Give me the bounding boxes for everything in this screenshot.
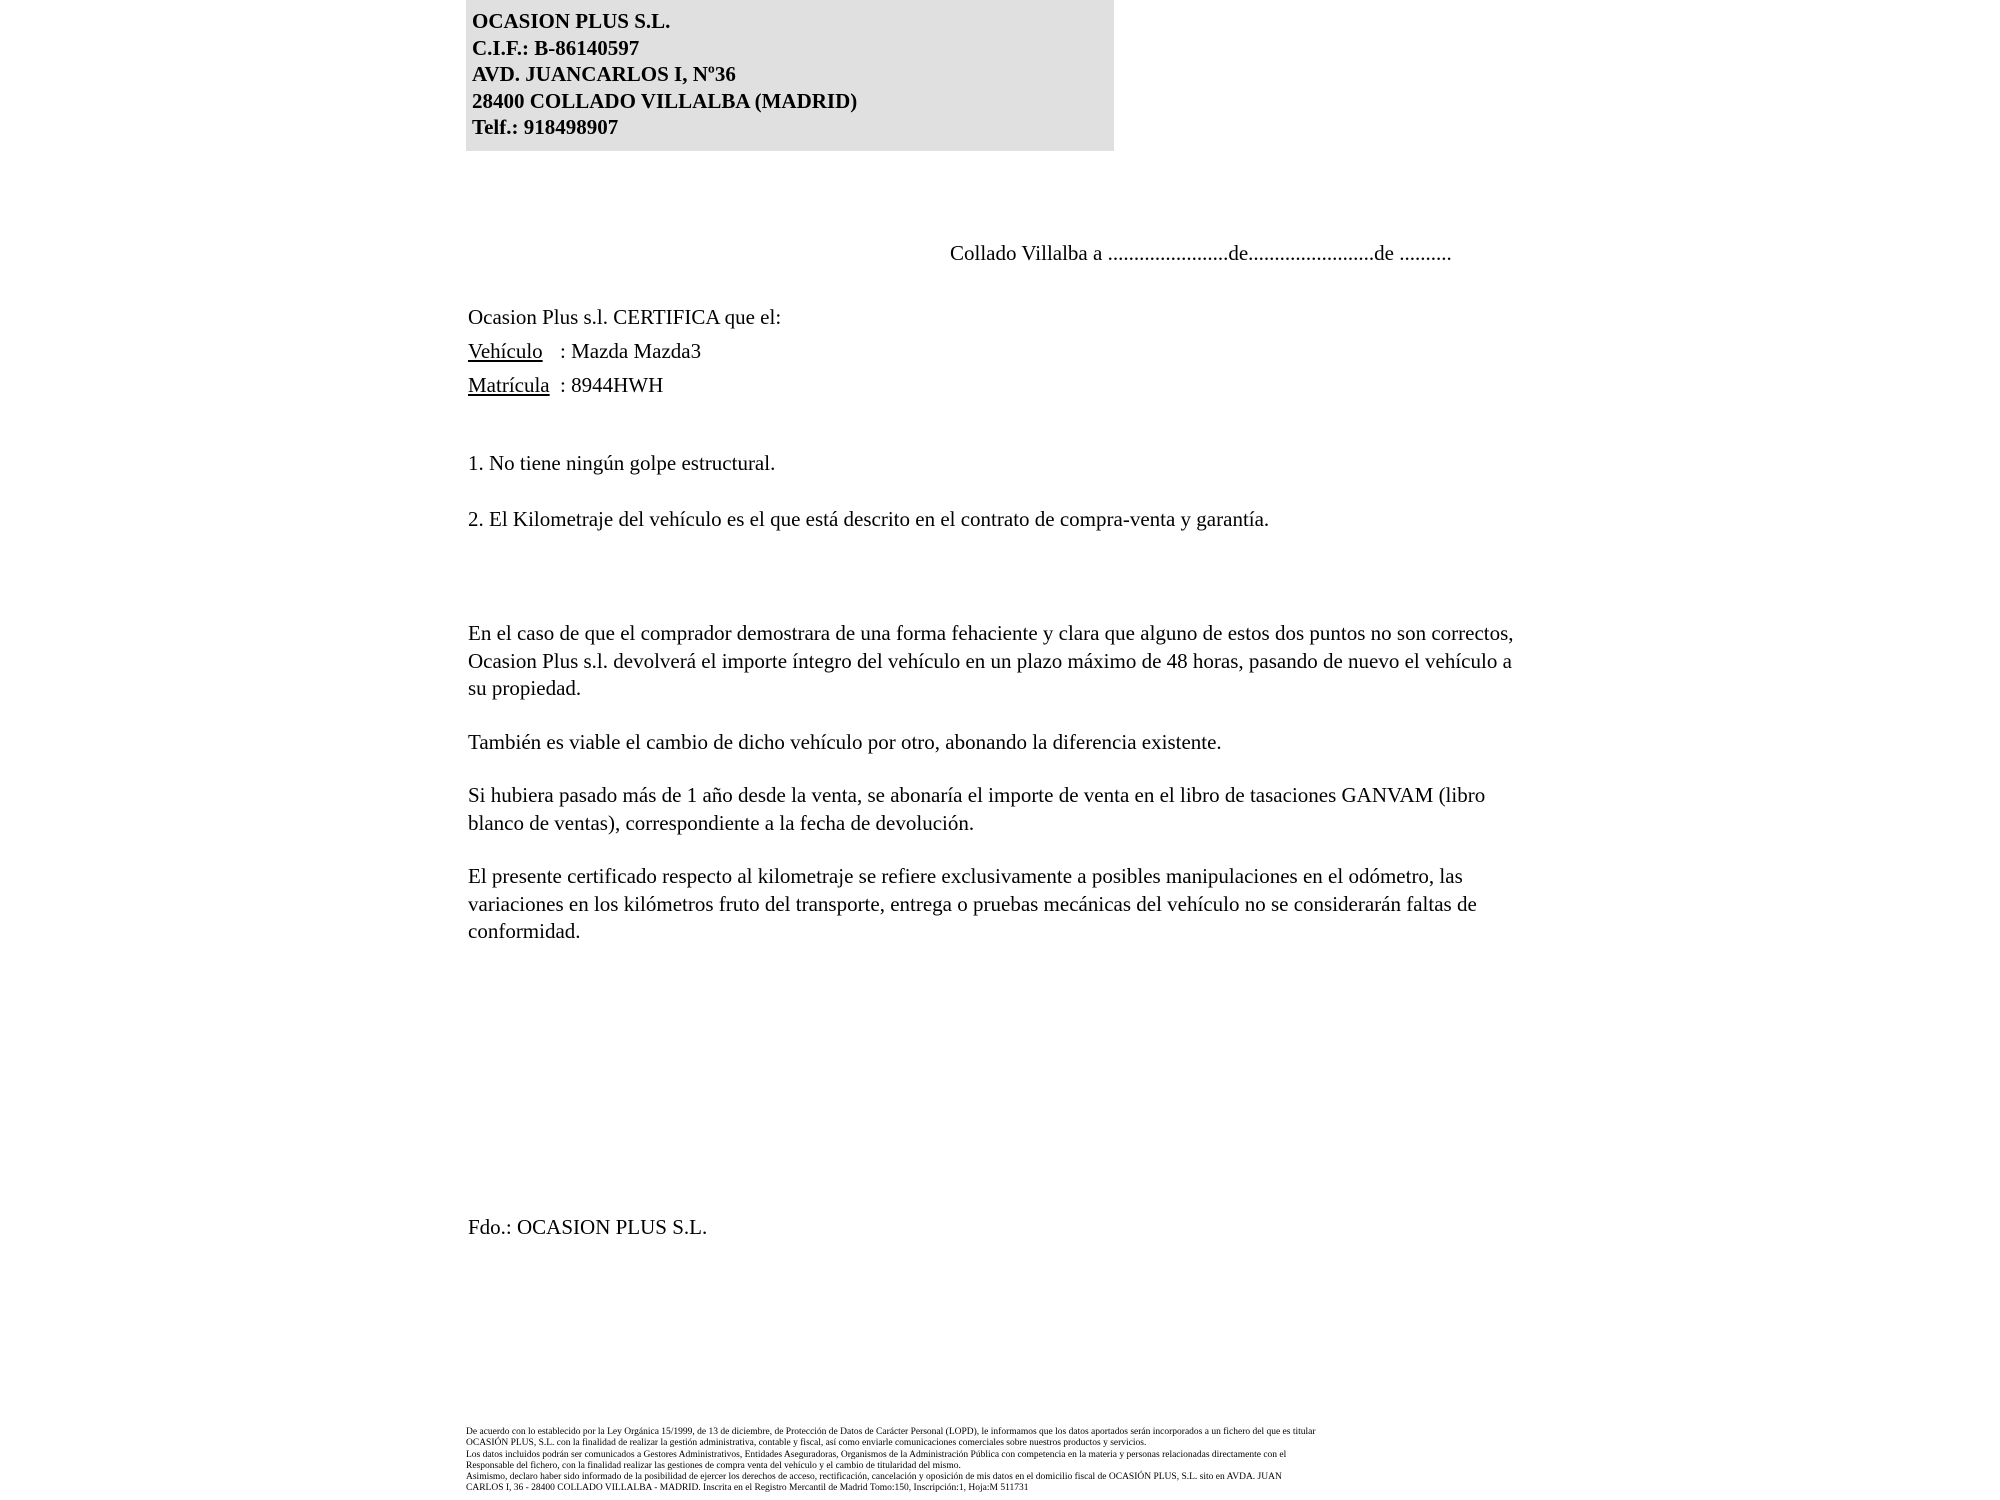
body-text [468,620,1523,972]
vehicle-label: Vehículo [468,339,543,363]
signature-line: Fdo.: OCASION PLUS S.L. [468,1215,708,1239]
plate-value: : 8944HWH [560,373,664,397]
letterhead-block [466,0,1114,151]
certification-intro: Ocasion Plus s.l. CERTIFICA que el: [468,305,782,329]
legal-line-3: Los datos incluidos podrán ser comunicados a Gestores Administrativos, Entidades Aseguradoras, Organismos de la Administración Pública con competencia en la materia y personas relacionadas directamente con el [466,1449,1287,1460]
legal-line-6: CARLOS I, 36 - 28400 COLLADO VILLALBA - MADRID. Inscrita en el Registro Mercantil de Madrid Tomo:150, Inscripción:1, Hoja:M 511731 [466,1483,1029,1494]
paragraph-2: También es viable el cambio de dicho vehículo por otro, abonando la diferencia existente. [468,729,1222,754]
paragraph-4: El presente certificado respecto al kilometraje se refiere exclusivamente a posibles manipulaciones en el odómetro, las variaciones en los kilómetros fruto del transporte, entrega o pruebas mecánicas del vehículo no se considerarán faltas de conformidad. [468,864,1477,943]
point-2: 2. El Kilometraje del vehículo es el que está descrito en el contrato de compra-venta y garantía. [468,507,1270,531]
company-name: OCASION PLUS S.L. [472,9,671,33]
legal-line-5: Asimismo, declaro haber sido informado de la posibilidad de ejercer los derechos de acceso, rectificación, cancelación y oposición de mis datos en el domicilio fiscal de OCASIÓN PLUS, S.L. sito en AVDA. JUAN [466,1472,1282,1483]
company-address: AVD. JUANCARLOS I, Nº36 [472,62,736,86]
paragraph-3: Si hubiera pasado más de 1 año desde la venta, se abonaría el importe de venta en el libro de tasaciones GANVAM (libro blanco de ventas), correspondiente a la fecha de devolución. [468,783,1486,835]
certified-points [468,450,1568,562]
legal-footer [466,1427,1566,1495]
vehicle-row [468,334,781,368]
point-1: 1. No tiene ningún golpe estructural. [468,451,776,475]
company-cif: C.I.F.: B-86140597 [472,35,640,60]
vehicle-value: : Mazda Mazda3 [560,339,702,363]
certification-block [468,300,781,402]
company-phone: Telf.: 918498907 [472,115,619,139]
legal-line-2: OCASIÓN PLUS, S.L. con la finalidad de realizar la gestión administrativa, contable y fiscal, así como enviarle comunicaciones comerciales sobre nuestros productos y servicios. [466,1438,1147,1449]
plate-row [468,368,781,402]
legal-line-1: De acuerdo con lo establecido por la Ley Orgánica 15/1999, de 13 de diciembre, de Protección de Datos de Carácter Personal (LOPD), le informamos que los datos aportados serán incorporados a un fichero del que es titular [466,1427,1316,1437]
paragraph-1: En el caso de que el comprador demostrara de una forma fehaciente y clara que alguno de estos dos puntos no son correctos, Ocasion Plus s.l. devolverá el importe íntegro del vehículo en un plazo máximo de 48 horas, pasando de nuevo el vehículo a su propiedad. [468,621,1514,700]
plate-label: Matrícula [468,373,550,397]
dateline: Collado Villalba a .......................de........................de .......... [950,241,1452,265]
legal-line-4: Responsable del fichero, con la finalidad realizar las gestiones de compra venta del vehículo y el cambio de titularidad del mismo. [466,1460,961,1471]
company-city: 28400 COLLADO VILLALBA (MADRID) [472,88,858,113]
